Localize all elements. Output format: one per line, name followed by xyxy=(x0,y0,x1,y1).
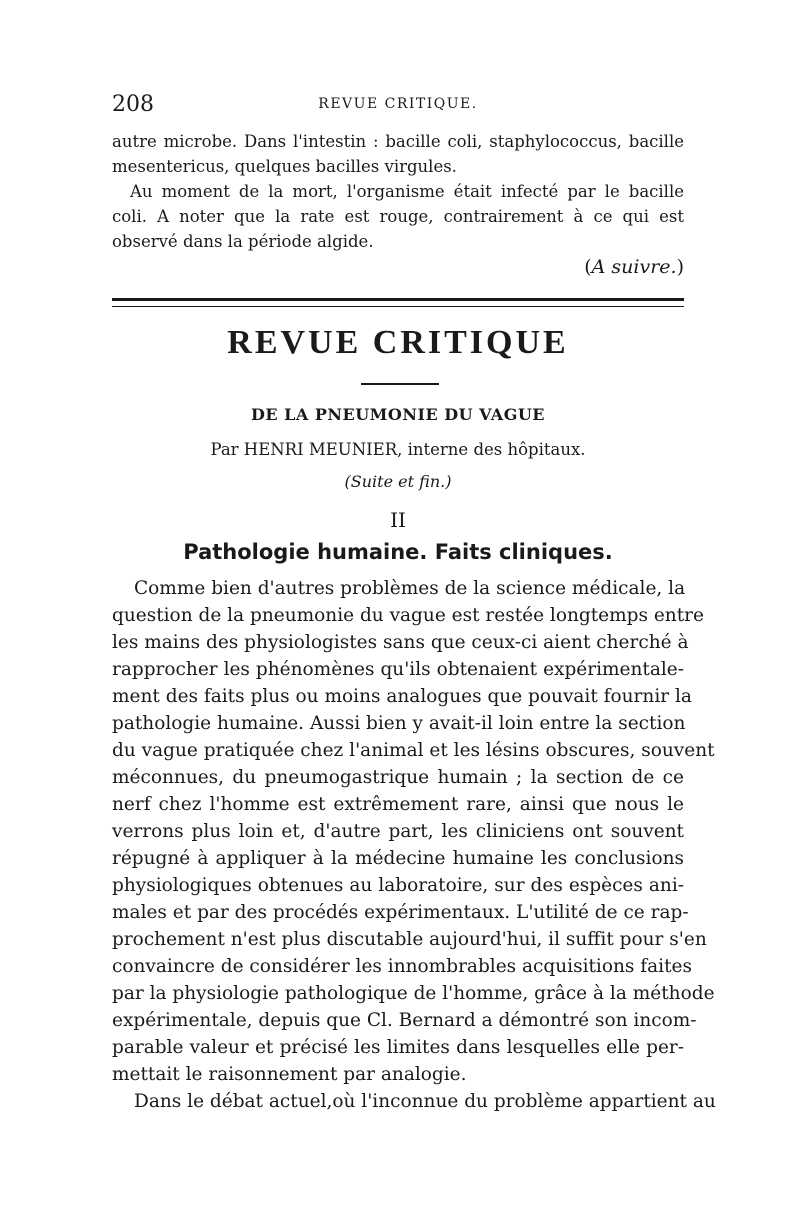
body-line: ment des faits plus ou moins analogues que pouvait fournir la xyxy=(112,686,692,707)
suite-note: (Suite et fin.) xyxy=(344,472,452,491)
body-line: Comme bien d'autres problèmes de la science médicale, la xyxy=(134,578,686,599)
paren-close: ) xyxy=(676,256,684,278)
a-suivre-note xyxy=(584,256,684,278)
text-line: observé dans la période algide. xyxy=(112,232,374,251)
article-subtitle: DE LA PNEUMONIE DU VAGUE xyxy=(251,405,545,424)
text-line: autre microbe. Dans l'intestin : bacille coli, staphylococcus, bacille xyxy=(112,132,684,151)
body-line: question de la pneumonie du vague est restée longtemps entre xyxy=(112,605,704,626)
author-byline: Par HENRI MEUNIER, interne des hôpitaux. xyxy=(210,440,586,459)
page-number: 208 xyxy=(112,92,154,117)
body-line: les mains des physiologistes sans que ceux-ci aient cherché à xyxy=(112,632,689,653)
body-line: expérimentale, depuis que Cl. Bernard a démontré son incom- xyxy=(112,1010,697,1031)
text-line: Au moment de la mort, l'organisme était infecté par le bacille xyxy=(130,182,684,201)
title-underline xyxy=(361,383,439,385)
text-line: mesentericus, quelques bacilles virgules. xyxy=(112,157,457,176)
body-line: par la physiologie pathologique de l'homme, grâce à la méthode xyxy=(112,983,715,1004)
body-line: du vague pratiquée chez l'animal et les lésins obscures, souvent xyxy=(112,740,715,761)
body-line: physiologiques obtenues au laboratoire, sur des espèces ani- xyxy=(112,875,684,896)
a-suivre-text: A suivre. xyxy=(591,256,677,278)
body-line: males et par des procédés expérimentaux. L'utilité de ce rap- xyxy=(112,902,689,923)
body-line: mettait le raisonnement par analogie. xyxy=(112,1064,467,1085)
part-number: II xyxy=(390,508,406,532)
body-line: pathologie humaine. Aussi bien y avait-il loin entre la section xyxy=(112,713,686,734)
section-title: REVUE CRITIQUE xyxy=(227,324,569,361)
text-line: coli. A noter que la rate est rouge, contrairement à ce qui est xyxy=(112,207,684,226)
body-line: rapprocher les phénomènes qu'ils obtenaient expérimentale- xyxy=(112,659,684,680)
body-line: répugné à appliquer à la médecine humaine les conclusions xyxy=(112,848,684,869)
body-line: verrons plus loin et, d'autre part, les cliniciens ont souvent xyxy=(112,821,684,842)
body-line: nerf chez l'homme est extrêmement rare, ainsi que nous le xyxy=(112,794,684,815)
body-line: méconnues, du pneumogastrique humain ; la section de ce xyxy=(112,767,684,788)
body-line: prochement n'est plus discutable aujourd'hui, il suffit pour s'en xyxy=(112,929,707,950)
body-line: Dans le débat actuel,où l'inconnue du problème appartient au xyxy=(134,1091,716,1112)
section-heading: Pathologie humaine. Faits cliniques. xyxy=(183,540,613,564)
section-divider-thick xyxy=(112,298,684,301)
running-title: REVUE CRITIQUE. xyxy=(318,96,478,112)
section-divider-thin xyxy=(112,306,684,307)
body-line: parable valeur et précisé les limites dans lesquelles elle per- xyxy=(112,1037,684,1058)
running-head xyxy=(112,92,684,122)
paren-open: ( xyxy=(584,256,592,278)
body-line: convaincre de considérer les innombrables acquisitions faites xyxy=(112,956,692,977)
